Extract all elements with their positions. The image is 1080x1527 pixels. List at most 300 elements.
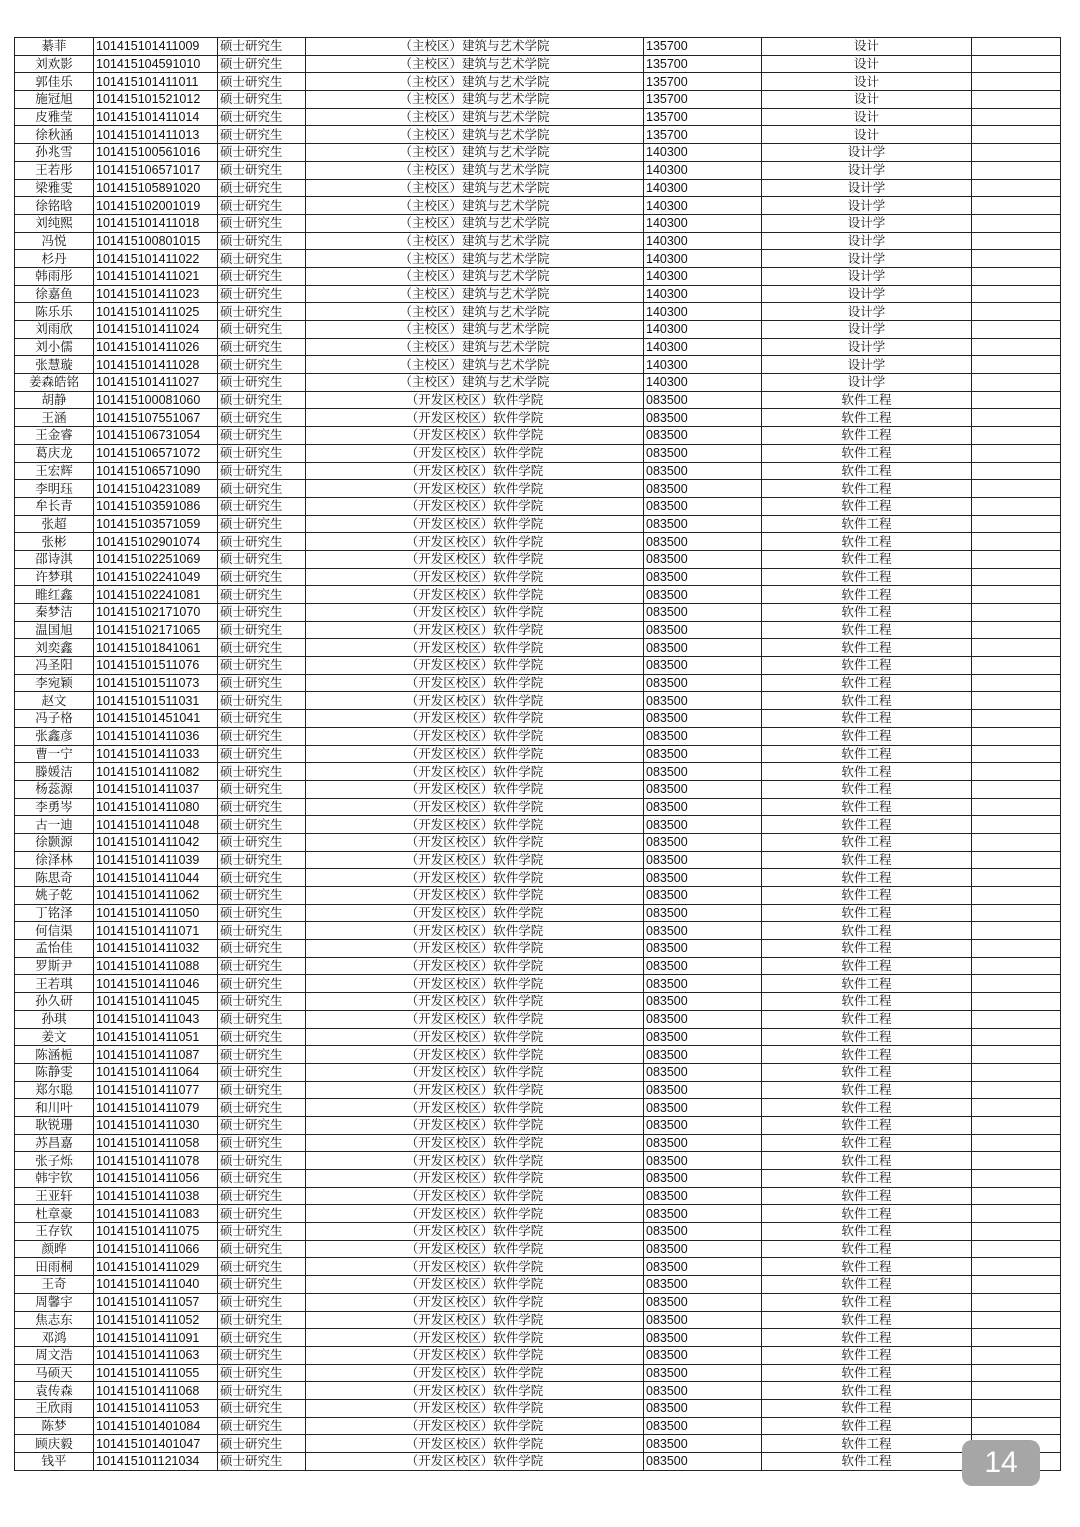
exam-id-cell: 101415101411036 <box>94 727 218 745</box>
student-name-cell: 陈涵栀 <box>15 1046 94 1064</box>
exam-id-cell: 101415101411088 <box>94 957 218 975</box>
student-name-cell: 郭佳乐 <box>15 73 94 91</box>
degree-type-cell: 硕士研究生 <box>218 851 306 869</box>
remarks-cell <box>972 904 1061 922</box>
table-row <box>15 586 1061 604</box>
remarks-cell <box>972 1046 1061 1064</box>
college-cell: （开发区校区）软件学院 <box>306 1116 644 1134</box>
exam-id-cell: 101415101411022 <box>94 250 218 268</box>
major-name-cell: 设计 <box>762 91 972 109</box>
college-cell: （开发区校区）软件学院 <box>306 904 644 922</box>
table-row <box>15 1293 1061 1311</box>
exam-id-cell: 101415101411038 <box>94 1187 218 1205</box>
degree-type-cell: 硕士研究生 <box>218 1399 306 1417</box>
student-name-cell: 刘纯熙 <box>15 214 94 232</box>
exam-id-cell: 101415100561016 <box>94 144 218 162</box>
degree-type-cell: 硕士研究生 <box>218 285 306 303</box>
table-row <box>15 409 1061 427</box>
remarks-cell <box>972 1010 1061 1028</box>
student-name-cell: 邵诗淇 <box>15 550 94 568</box>
exam-id-cell: 101415101411057 <box>94 1293 218 1311</box>
major-code-cell: 135700 <box>644 38 762 56</box>
student-name-cell: 梁雅雯 <box>15 179 94 197</box>
exam-id-cell: 101415101411083 <box>94 1205 218 1223</box>
college-cell: （主校区）建筑与艺术学院 <box>306 197 644 215</box>
table-row <box>15 462 1061 480</box>
exam-id-cell: 101415101411029 <box>94 1258 218 1276</box>
exam-id-cell: 101415101411025 <box>94 303 218 321</box>
exam-id-cell: 101415101411091 <box>94 1329 218 1347</box>
table-row <box>15 427 1061 445</box>
remarks-cell <box>972 1329 1061 1347</box>
college-cell: （开发区校区）软件学院 <box>306 975 644 993</box>
degree-type-cell: 硕士研究生 <box>218 1134 306 1152</box>
college-cell: （开发区校区）软件学院 <box>306 639 644 657</box>
college-cell: （开发区校区）软件学院 <box>306 1205 644 1223</box>
exam-id-cell: 101415101411066 <box>94 1240 218 1258</box>
exam-id-cell: 101415101411079 <box>94 1099 218 1117</box>
student-name-cell: 王存钦 <box>15 1223 94 1241</box>
table-row <box>15 1223 1061 1241</box>
table-row <box>15 55 1061 73</box>
major-code-cell: 083500 <box>644 444 762 462</box>
student-name-cell: 王若彤 <box>15 161 94 179</box>
remarks-cell <box>972 710 1061 728</box>
exam-id-cell: 101415101411064 <box>94 1063 218 1081</box>
degree-type-cell: 硕士研究生 <box>218 763 306 781</box>
major-name-cell: 软件工程 <box>762 1187 972 1205</box>
degree-type-cell: 硕士研究生 <box>218 887 306 905</box>
remarks-cell <box>972 604 1061 622</box>
degree-type-cell: 硕士研究生 <box>218 1417 306 1435</box>
remarks-cell <box>972 533 1061 551</box>
remarks-cell <box>972 657 1061 675</box>
degree-type-cell: 硕士研究生 <box>218 321 306 339</box>
exam-id-cell: 101415101401047 <box>94 1435 218 1453</box>
remarks-cell <box>972 144 1061 162</box>
table-row <box>15 1134 1061 1152</box>
table-row <box>15 798 1061 816</box>
student-name-cell: 袁传森 <box>15 1382 94 1400</box>
student-name-cell: 秦梦洁 <box>15 604 94 622</box>
table-row <box>15 232 1061 250</box>
exam-id-cell: 101415101411051 <box>94 1028 218 1046</box>
table-row <box>15 1364 1061 1382</box>
degree-type-cell: 硕士研究生 <box>218 1453 306 1471</box>
student-name-cell: 王欣雨 <box>15 1399 94 1417</box>
remarks-cell <box>972 1099 1061 1117</box>
major-code-cell: 083500 <box>644 1240 762 1258</box>
remarks-cell <box>972 1293 1061 1311</box>
remarks-cell <box>972 197 1061 215</box>
degree-type-cell: 硕士研究生 <box>218 250 306 268</box>
student-name-cell: 田雨桐 <box>15 1258 94 1276</box>
remarks-cell <box>972 1134 1061 1152</box>
degree-type-cell: 硕士研究生 <box>218 1364 306 1382</box>
student-name-cell: 曹一宁 <box>15 745 94 763</box>
major-name-cell: 软件工程 <box>762 1046 972 1064</box>
major-code-cell: 083500 <box>644 727 762 745</box>
exam-id-cell: 101415101411033 <box>94 745 218 763</box>
table-row <box>15 480 1061 498</box>
table-row <box>15 763 1061 781</box>
remarks-cell <box>972 1240 1061 1258</box>
exam-id-cell: 101415101411023 <box>94 285 218 303</box>
student-name-cell: 徐泽林 <box>15 851 94 869</box>
table-row <box>15 657 1061 675</box>
major-code-cell: 083500 <box>644 745 762 763</box>
student-name-cell: 葛庆龙 <box>15 444 94 462</box>
major-code-cell: 140300 <box>644 285 762 303</box>
college-cell: （开发区校区）软件学院 <box>306 568 644 586</box>
major-code-cell: 140300 <box>644 214 762 232</box>
table-row <box>15 515 1061 533</box>
degree-type-cell: 硕士研究生 <box>218 975 306 993</box>
degree-type-cell: 硕士研究生 <box>218 780 306 798</box>
college-cell: （开发区校区）软件学院 <box>306 816 644 834</box>
remarks-cell <box>972 887 1061 905</box>
college-cell: （开发区校区）软件学院 <box>306 940 644 958</box>
college-cell: （开发区校区）软件学院 <box>306 444 644 462</box>
exam-id-cell: 101415102171065 <box>94 621 218 639</box>
table-row <box>15 692 1061 710</box>
major-code-cell: 140300 <box>644 144 762 162</box>
college-cell: （开发区校区）软件学院 <box>306 1152 644 1170</box>
degree-type-cell: 硕士研究生 <box>218 1382 306 1400</box>
remarks-cell <box>972 957 1061 975</box>
student-name-cell: 王奇 <box>15 1276 94 1294</box>
major-code-cell: 083500 <box>644 692 762 710</box>
student-name-cell: 孙久研 <box>15 993 94 1011</box>
major-code-cell: 083500 <box>644 1099 762 1117</box>
remarks-cell <box>972 1152 1061 1170</box>
exam-id-cell: 101415104231089 <box>94 480 218 498</box>
major-code-cell: 083500 <box>644 1116 762 1134</box>
exam-id-cell: 101415101411087 <box>94 1046 218 1064</box>
major-name-cell: 软件工程 <box>762 621 972 639</box>
student-name-cell: 冯圣阳 <box>15 657 94 675</box>
degree-type-cell: 硕士研究生 <box>218 179 306 197</box>
exam-id-cell: 101415101411030 <box>94 1116 218 1134</box>
remarks-cell <box>972 1081 1061 1099</box>
table-row <box>15 833 1061 851</box>
exam-id-cell: 101415101451041 <box>94 710 218 728</box>
college-cell: （开发区校区）软件学院 <box>306 745 644 763</box>
table-row <box>15 444 1061 462</box>
degree-type-cell: 硕士研究生 <box>218 1099 306 1117</box>
student-name-cell: 罗斯尹 <box>15 957 94 975</box>
exam-id-cell: 101415106571072 <box>94 444 218 462</box>
major-code-cell: 083500 <box>644 1170 762 1188</box>
major-code-cell: 083500 <box>644 922 762 940</box>
exam-id-cell: 101415101411046 <box>94 975 218 993</box>
major-code-cell: 135700 <box>644 108 762 126</box>
degree-type-cell: 硕士研究生 <box>218 55 306 73</box>
degree-type-cell: 硕士研究生 <box>218 1046 306 1064</box>
degree-type-cell: 硕士研究生 <box>218 73 306 91</box>
table-row <box>15 869 1061 887</box>
degree-type-cell: 硕士研究生 <box>218 197 306 215</box>
table-row <box>15 550 1061 568</box>
exam-id-cell: 101415102251069 <box>94 550 218 568</box>
major-code-cell: 083500 <box>644 1223 762 1241</box>
exam-id-cell: 101415101401084 <box>94 1417 218 1435</box>
degree-type-cell: 硕士研究生 <box>218 1010 306 1028</box>
college-cell: （开发区校区）软件学院 <box>306 1453 644 1471</box>
major-code-cell: 083500 <box>644 550 762 568</box>
major-name-cell: 软件工程 <box>762 1293 972 1311</box>
remarks-cell <box>972 91 1061 109</box>
remarks-cell <box>972 250 1061 268</box>
student-name-cell: 何信渠 <box>15 922 94 940</box>
degree-type-cell: 硕士研究生 <box>218 550 306 568</box>
degree-type-cell: 硕士研究生 <box>218 108 306 126</box>
major-code-cell: 083500 <box>644 1417 762 1435</box>
table-row <box>15 285 1061 303</box>
student-name-cell: 姚子乾 <box>15 887 94 905</box>
remarks-cell <box>972 586 1061 604</box>
table-row <box>15 1028 1061 1046</box>
student-name-cell: 钱平 <box>15 1453 94 1471</box>
college-cell: （开发区校区）软件学院 <box>306 869 644 887</box>
exam-id-cell: 101415101411014 <box>94 108 218 126</box>
exam-id-cell: 101415101411043 <box>94 1010 218 1028</box>
major-code-cell: 083500 <box>644 391 762 409</box>
student-name-cell: 冯子格 <box>15 710 94 728</box>
remarks-cell <box>972 303 1061 321</box>
remarks-cell <box>972 674 1061 692</box>
major-code-cell: 083500 <box>644 710 762 728</box>
degree-type-cell: 硕士研究生 <box>218 38 306 56</box>
table-row <box>15 73 1061 91</box>
degree-type-cell: 硕士研究生 <box>218 1240 306 1258</box>
remarks-cell <box>972 1205 1061 1223</box>
exam-id-cell: 101415101411011 <box>94 73 218 91</box>
table-row <box>15 1152 1061 1170</box>
remarks-cell <box>972 922 1061 940</box>
student-name-cell: 王金睿 <box>15 427 94 445</box>
table-row <box>15 1240 1061 1258</box>
major-code-cell: 083500 <box>644 993 762 1011</box>
major-name-cell: 软件工程 <box>762 1099 972 1117</box>
degree-type-cell: 硕士研究生 <box>218 869 306 887</box>
degree-type-cell: 硕士研究生 <box>218 214 306 232</box>
college-cell: （开发区校区）软件学院 <box>306 851 644 869</box>
degree-type-cell: 硕士研究生 <box>218 391 306 409</box>
student-name-cell: 李明珏 <box>15 480 94 498</box>
remarks-cell <box>972 1028 1061 1046</box>
degree-type-cell: 硕士研究生 <box>218 462 306 480</box>
college-cell: （开发区校区）软件学院 <box>306 1223 644 1241</box>
student-name-cell: 王宏辉 <box>15 462 94 480</box>
major-code-cell: 083500 <box>644 1046 762 1064</box>
table-row <box>15 303 1061 321</box>
college-cell: （主校区）建筑与艺术学院 <box>306 338 644 356</box>
table-row <box>15 1099 1061 1117</box>
degree-type-cell: 硕士研究生 <box>218 1063 306 1081</box>
exam-id-cell: 101415101411052 <box>94 1311 218 1329</box>
table-row <box>15 533 1061 551</box>
major-name-cell: 软件工程 <box>762 1170 972 1188</box>
exam-id-cell: 101415101841061 <box>94 639 218 657</box>
major-code-cell: 083500 <box>644 1293 762 1311</box>
major-code-cell: 135700 <box>644 73 762 91</box>
student-name-cell: 温国旭 <box>15 621 94 639</box>
remarks-cell <box>972 1170 1061 1188</box>
table-row <box>15 179 1061 197</box>
student-name-cell: 颜晔 <box>15 1240 94 1258</box>
degree-type-cell: 硕士研究生 <box>218 303 306 321</box>
major-name-cell: 软件工程 <box>762 1258 972 1276</box>
college-cell: （开发区校区）软件学院 <box>306 692 644 710</box>
major-name-cell: 软件工程 <box>762 904 972 922</box>
student-name-cell: 王涵 <box>15 409 94 427</box>
student-name-cell: 邓鸿 <box>15 1329 94 1347</box>
major-code-cell: 083500 <box>644 904 762 922</box>
major-name-cell: 软件工程 <box>762 1028 972 1046</box>
page-number-badge: 14 <box>962 1440 1040 1486</box>
table-row <box>15 780 1061 798</box>
table-row <box>15 144 1061 162</box>
college-cell: （开发区校区）软件学院 <box>306 1187 644 1205</box>
college-cell: （开发区校区）软件学院 <box>306 993 644 1011</box>
student-name-cell: 张超 <box>15 515 94 533</box>
exam-id-cell: 101415101511076 <box>94 657 218 675</box>
degree-type-cell: 硕士研究生 <box>218 639 306 657</box>
degree-type-cell: 硕士研究生 <box>218 568 306 586</box>
exam-id-cell: 101415102171070 <box>94 604 218 622</box>
degree-type-cell: 硕士研究生 <box>218 1329 306 1347</box>
student-name-cell: 牟长青 <box>15 497 94 515</box>
college-cell: （主校区）建筑与艺术学院 <box>306 161 644 179</box>
college-cell: （开发区校区）软件学院 <box>306 763 644 781</box>
exam-id-cell: 101415101411021 <box>94 267 218 285</box>
student-name-cell: 施冠旭 <box>15 91 94 109</box>
exam-id-cell: 101415101411027 <box>94 374 218 392</box>
table-row <box>15 356 1061 374</box>
exam-id-cell: 101415101411063 <box>94 1346 218 1364</box>
degree-type-cell: 硕士研究生 <box>218 816 306 834</box>
exam-id-cell: 101415101411024 <box>94 321 218 339</box>
degree-type-cell: 硕士研究生 <box>218 692 306 710</box>
major-code-cell: 083500 <box>644 1063 762 1081</box>
remarks-cell <box>972 1187 1061 1205</box>
exam-id-cell: 101415101411042 <box>94 833 218 851</box>
major-code-cell: 083500 <box>644 763 762 781</box>
student-name-cell: 孟怡佳 <box>15 940 94 958</box>
degree-type-cell: 硕士研究生 <box>218 409 306 427</box>
college-cell: （开发区校区）软件学院 <box>306 1311 644 1329</box>
college-cell: （开发区校区）软件学院 <box>306 657 644 675</box>
degree-type-cell: 硕士研究生 <box>218 338 306 356</box>
degree-type-cell: 硕士研究生 <box>218 904 306 922</box>
degree-type-cell: 硕士研究生 <box>218 1116 306 1134</box>
college-cell: （开发区校区）软件学院 <box>306 887 644 905</box>
exam-id-cell: 101415101411037 <box>94 780 218 798</box>
table-row <box>15 1063 1061 1081</box>
student-name-cell: 陈静雯 <box>15 1063 94 1081</box>
degree-type-cell: 硕士研究生 <box>218 480 306 498</box>
remarks-cell <box>972 993 1061 1011</box>
major-name-cell: 软件工程 <box>762 1223 972 1241</box>
student-name-cell: 顾庆毅 <box>15 1435 94 1453</box>
exam-id-cell: 101415101411055 <box>94 1364 218 1382</box>
student-name-cell: 耿锐珊 <box>15 1116 94 1134</box>
major-name-cell: 软件工程 <box>762 993 972 1011</box>
major-name-cell: 软件工程 <box>762 833 972 851</box>
table-row <box>15 727 1061 745</box>
exam-id-cell: 101415101411048 <box>94 816 218 834</box>
table-row <box>15 1187 1061 1205</box>
student-name-cell: 赵文 <box>15 692 94 710</box>
remarks-cell <box>972 55 1061 73</box>
major-code-cell: 083500 <box>644 833 762 851</box>
degree-type-cell: 硕士研究生 <box>218 604 306 622</box>
exam-id-cell: 101415101521012 <box>94 91 218 109</box>
exam-id-cell: 101415105891020 <box>94 179 218 197</box>
major-code-cell: 140300 <box>644 321 762 339</box>
table-row <box>15 621 1061 639</box>
major-name-cell: 设计学 <box>762 338 972 356</box>
degree-type-cell: 硕士研究生 <box>218 533 306 551</box>
exam-id-cell: 101415101411044 <box>94 869 218 887</box>
major-name-cell: 设计学 <box>762 285 972 303</box>
remarks-cell <box>972 639 1061 657</box>
college-cell: （主校区）建筑与艺术学院 <box>306 285 644 303</box>
major-name-cell: 软件工程 <box>762 940 972 958</box>
student-name-cell: 焦志东 <box>15 1311 94 1329</box>
exam-id-cell: 101415102241049 <box>94 568 218 586</box>
degree-type-cell: 硕士研究生 <box>218 232 306 250</box>
major-name-cell: 设计学 <box>762 232 972 250</box>
college-cell: （主校区）建筑与艺术学院 <box>306 55 644 73</box>
major-name-cell: 软件工程 <box>762 1010 972 1028</box>
degree-type-cell: 硕士研究生 <box>218 497 306 515</box>
major-code-cell: 083500 <box>644 621 762 639</box>
table-row <box>15 91 1061 109</box>
major-name-cell: 软件工程 <box>762 763 972 781</box>
exam-id-cell: 101415101411045 <box>94 993 218 1011</box>
student-name-cell: 许梦琪 <box>15 568 94 586</box>
student-name-cell: 徐嘉鱼 <box>15 285 94 303</box>
table-row <box>15 904 1061 922</box>
remarks-cell <box>972 356 1061 374</box>
table-row <box>15 1276 1061 1294</box>
major-name-cell: 软件工程 <box>762 1453 972 1471</box>
table-row <box>15 851 1061 869</box>
major-name-cell: 软件工程 <box>762 639 972 657</box>
major-name-cell: 软件工程 <box>762 1311 972 1329</box>
exam-id-cell: 101415101411077 <box>94 1081 218 1099</box>
remarks-cell <box>972 1364 1061 1382</box>
college-cell: （开发区校区）软件学院 <box>306 1276 644 1294</box>
table-row <box>15 1417 1061 1435</box>
exam-id-cell: 101415101411056 <box>94 1170 218 1188</box>
remarks-cell <box>972 975 1061 993</box>
major-name-cell: 设计学 <box>762 214 972 232</box>
college-cell: （开发区校区）软件学院 <box>306 1399 644 1417</box>
remarks-cell <box>972 550 1061 568</box>
exam-id-cell: 101415106571017 <box>94 161 218 179</box>
major-name-cell: 软件工程 <box>762 391 972 409</box>
table-row <box>15 338 1061 356</box>
major-name-cell: 设计学 <box>762 374 972 392</box>
remarks-cell <box>972 321 1061 339</box>
college-cell: （开发区校区）软件学院 <box>306 1099 644 1117</box>
student-name-cell: 徐秋涵 <box>15 126 94 144</box>
major-code-cell: 083500 <box>644 497 762 515</box>
college-cell: （主校区）建筑与艺术学院 <box>306 374 644 392</box>
